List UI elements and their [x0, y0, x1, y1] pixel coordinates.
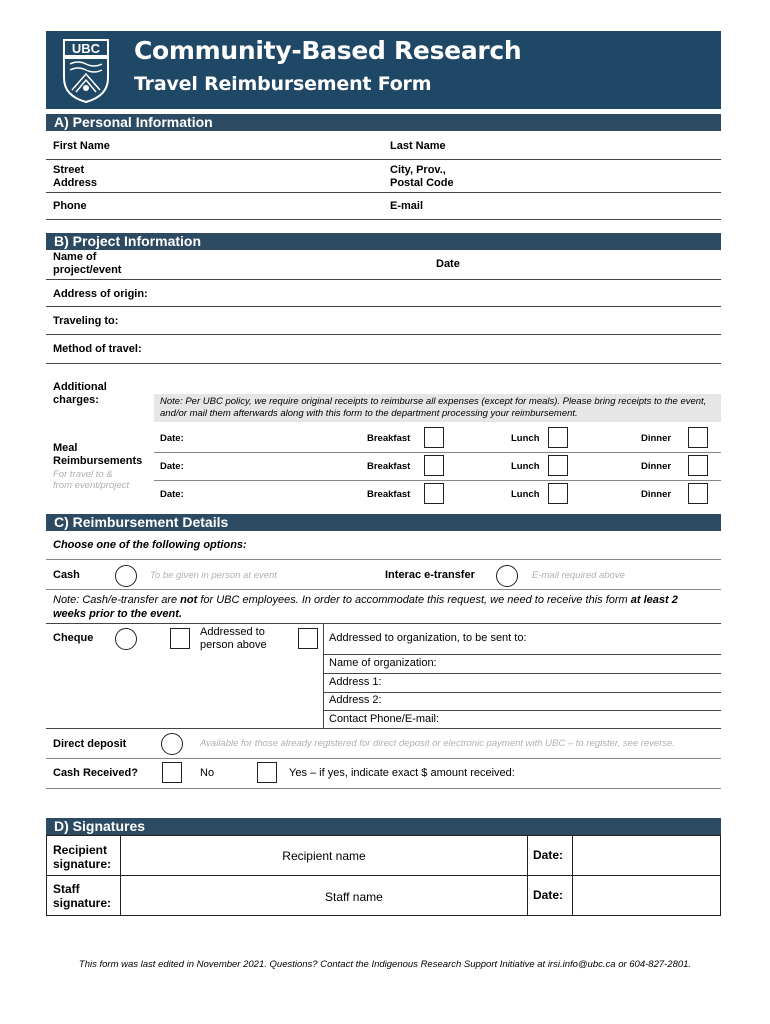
- meal-row: [154, 424, 721, 452]
- addressed-org-checkbox[interactable]: [298, 628, 318, 649]
- city-prov-label: City, Prov., Postal Code: [390, 164, 454, 189]
- breakfast-checkbox[interactable]: [424, 483, 444, 504]
- breakfast-label: Breakfast: [367, 489, 411, 500]
- direct-deposit-hint: Available for those already registered for direct deposit or electronic payment with UBC – to register, see reverse.: [200, 738, 676, 749]
- recipient-date-field[interactable]: [572, 835, 721, 876]
- staff-signature-field[interactable]: [120, 875, 528, 916]
- footer-note: This form was last edited in November 2021. Questions? Contact the Indigenous Research Support Initiative at irsi.info@ubc.ca or 604-827-2801.: [78, 959, 692, 970]
- meal-date-label: Date:: [160, 489, 184, 500]
- staff-date-field[interactable]: [572, 875, 721, 916]
- meal-date-label: Date:: [160, 461, 184, 472]
- traveling-to-label: Traveling to:: [53, 315, 119, 327]
- divider: [46, 334, 721, 335]
- recipient-sig-label: Recipient signature:: [53, 843, 112, 871]
- cash-radio[interactable]: [115, 565, 137, 587]
- breakfast-label: Breakfast: [367, 461, 411, 472]
- note-emphasis: not: [180, 594, 198, 606]
- dinner-checkbox[interactable]: [688, 483, 708, 504]
- cheque-radio[interactable]: [115, 628, 137, 650]
- cash-hint: To be given in person at event: [150, 570, 277, 581]
- contact-label: Contact Phone/E-mail:: [329, 713, 440, 725]
- meal-label: Meal Reimbursements: [53, 442, 143, 467]
- divider: [46, 306, 721, 307]
- recipient-name: Recipient name: [282, 849, 366, 863]
- divider: [46, 159, 721, 160]
- addressed-person-checkbox[interactable]: [170, 628, 190, 649]
- divider: [46, 559, 721, 560]
- section-d-header: D) Signatures: [46, 818, 721, 835]
- breakfast-label: Breakfast: [367, 433, 411, 444]
- ubc-logo: [62, 38, 110, 104]
- policy-note: Note: Per UBC policy, we require original receipts to reimburse all expenses (except for meals). Please bring receipts to the event, and/or mail them afterwards along with this form to the department processing your reimbursement.: [160, 396, 707, 419]
- dinner-checkbox[interactable]: [688, 427, 708, 448]
- divider: [46, 623, 721, 624]
- cash-received-no-checkbox[interactable]: [162, 762, 182, 783]
- divider: [46, 192, 721, 193]
- direct-deposit-radio[interactable]: [161, 733, 183, 755]
- breakfast-checkbox[interactable]: [424, 455, 444, 476]
- direct-deposit-label: Direct deposit: [53, 738, 127, 750]
- logo-text: UBC: [71, 41, 101, 56]
- lunch-checkbox[interactable]: [548, 483, 568, 504]
- address-origin-label: Address of origin:: [53, 288, 148, 300]
- meal-date-label: Date:: [160, 433, 184, 444]
- addressed-person-label: Addressed to person above: [200, 626, 267, 651]
- divider: [46, 728, 721, 729]
- divider: [46, 788, 721, 789]
- lunch-label: Lunch: [511, 433, 540, 444]
- dinner-label: Dinner: [641, 433, 672, 444]
- no-label: No: [200, 767, 215, 779]
- yes-label: Yes – if yes, indicate exact $ amount received:: [289, 767, 515, 779]
- recipient-date-label: Date:: [533, 848, 564, 862]
- divider: [323, 623, 324, 728]
- additional-charges-label: Additional charges:: [53, 381, 107, 406]
- street-address-label: Street Address: [53, 164, 98, 189]
- meal-row: [154, 452, 721, 480]
- note-emphasis: at least 2: [630, 594, 678, 606]
- divider: [46, 363, 721, 364]
- email-label: E-mail: [390, 200, 424, 212]
- lunch-checkbox[interactable]: [548, 455, 568, 476]
- note-emphasis: weeks prior to the event.: [53, 608, 182, 620]
- section-a-header: A) Personal Information: [46, 114, 721, 131]
- address2-label: Address 2:: [329, 694, 382, 706]
- project-name-label: Name of project/event: [53, 251, 122, 276]
- divider: [46, 219, 721, 220]
- note-part: for UBC employees. In order to accommodate this request, we need to receive this form: [197, 594, 631, 606]
- method-travel-label: Method of travel:: [53, 343, 142, 355]
- org-name-label: Name of organization:: [329, 657, 437, 669]
- staff-sig-label: Staff signature:: [53, 882, 112, 910]
- form-subtitle: Travel Reimbursement Form: [134, 73, 432, 95]
- employee-note: [53, 593, 713, 621]
- address1-label: Address 1:: [329, 676, 382, 688]
- meal-sublabel: For travel to & from event/project: [53, 469, 130, 491]
- cheque-label: Cheque: [53, 632, 94, 644]
- dinner-label: Dinner: [641, 461, 672, 472]
- first-name-label: First Name: [53, 140, 110, 152]
- breakfast-checkbox[interactable]: [424, 427, 444, 448]
- cash-received-label: Cash Received?: [53, 767, 138, 779]
- lunch-label: Lunch: [511, 461, 540, 472]
- lunch-label: Lunch: [511, 489, 540, 500]
- staff-name: Staff name: [325, 890, 383, 904]
- form-title: Community-Based Research: [134, 36, 522, 65]
- divider: [323, 692, 721, 693]
- lunch-checkbox[interactable]: [548, 427, 568, 448]
- interac-label: Interac e-transfer: [385, 569, 475, 581]
- cash-received-yes-checkbox[interactable]: [257, 762, 277, 783]
- divider: [323, 673, 721, 674]
- dinner-label: Dinner: [641, 489, 672, 500]
- divider: [46, 279, 721, 280]
- section-b-header: B) Project Information: [46, 233, 721, 250]
- divider: [46, 758, 721, 759]
- dinner-checkbox[interactable]: [688, 455, 708, 476]
- section-c-header: C) Reimbursement Details: [46, 514, 721, 531]
- interac-hint: E-mail required above: [532, 570, 625, 581]
- phone-label: Phone: [53, 200, 87, 212]
- choose-option-label: Choose one of the following options:: [53, 539, 247, 551]
- divider: [46, 589, 721, 590]
- divider: [323, 710, 721, 711]
- meal-row: [154, 480, 721, 508]
- note-part: Note: Cash/e-transfer are: [53, 594, 181, 606]
- project-date-label: Date: [436, 258, 460, 270]
- last-name-label: Last Name: [390, 140, 446, 152]
- addressed-org-label: Addressed to organization, to be sent to:: [329, 632, 527, 644]
- staff-date-label: Date:: [533, 888, 564, 902]
- cash-label: Cash: [53, 569, 80, 581]
- interac-radio[interactable]: [496, 565, 518, 587]
- divider: [323, 654, 721, 655]
